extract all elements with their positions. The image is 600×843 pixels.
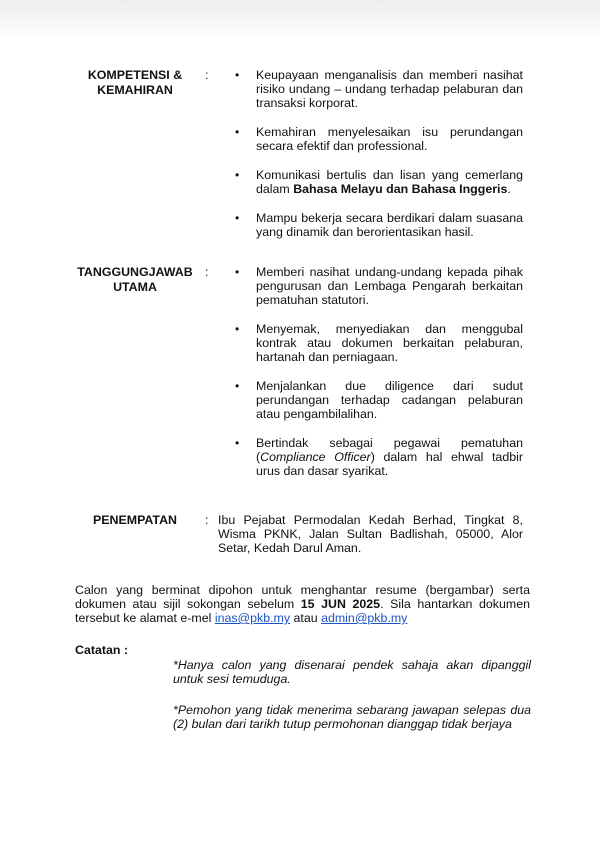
penempatan-address: Ibu Pejabat Permodalan Kedah Berhad, Tingkat 8, Wisma PKNK, Jalan Sultan Badlishah, 05000, Alor Setar, Kedah Darul Aman. [218, 513, 523, 555]
tanggungjawab-label-line2: UTAMA [113, 280, 157, 294]
bullet-icon: • [235, 68, 240, 82]
bullet-icon: • [235, 211, 240, 225]
kompetensi-label-line2: KEMAHIRAN [97, 83, 173, 97]
tanggungjawab-label [75, 265, 195, 295]
penempatan-label: PENEMPATAN [93, 513, 177, 527]
deadline-date: 15 JUN 2025 [300, 597, 381, 611]
tanggungjawab-item: • Bertindak sebagai pegawai pematuhan (Compliance Officer) dalam hal ehwal tadbir urus dan dasar syarikat. [235, 436, 523, 478]
bullet-icon: • [235, 265, 240, 279]
kompetensi-item: • Mampu bekerja secara berdikari dalam suasana yang dinamik dan berorientasikan hasil. [235, 211, 523, 239]
tanggungjawab-item: • Memberi nasihat undang-undang kepada pihak pengurusan dan Lembaga Pengarah berkaitan pematuhan statutori. [235, 265, 523, 307]
tanggungjawab-label-line1: TANGGUNGJAWAB [77, 265, 193, 279]
catatan-note-1: *Hanya calon yang disenarai pendek sahaja akan dipanggil untuk sesi temuduga. [173, 658, 531, 686]
kompetensi-label [75, 68, 195, 98]
penempatan-colon: : [205, 513, 209, 527]
email-link-admin[interactable]: admin@pkb.my [321, 611, 408, 625]
kompetensi-item: • Kemahiran menyelesaikan isu perundangan secara efektif dan professional. [235, 125, 523, 153]
email-link-inas[interactable]: inas@pkb.my [214, 611, 291, 625]
kompetensi-colon: : [205, 68, 209, 82]
compliance-officer-italic: Compliance Officer [260, 450, 371, 464]
bullet-icon: • [235, 436, 240, 450]
bullet-icon: • [235, 125, 240, 139]
catatan-note-2: *Pemohon yang tidak menerima sebarang jawapan selepas dua (2) bulan dari tarikh tutup permohonan dianggap tidak berjaya [173, 703, 531, 731]
kompetensi-label-line1: KOMPETENSI & [87, 68, 183, 82]
kompetensi-list [233, 68, 523, 254]
bullet-icon: • [235, 379, 240, 393]
bullet-icon: • [235, 322, 240, 336]
tanggungjawab-item: • Menjalankan due diligence dari sudut perundangan terhadap cadangan pelaburan atau pengambilalihan. [235, 379, 523, 421]
kompetensi-item: • Komunikasi bertulis dan lisan yang cemerlang dalam Bahasa Melayu dan Bahasa Inggeris. [235, 168, 523, 196]
tanggungjawab-list [233, 265, 523, 493]
bullet-icon: • [235, 168, 240, 182]
catatan-title: Catatan : [75, 643, 129, 657]
tanggungjawab-colon: : [205, 265, 209, 279]
language-bold: Bahasa Melayu dan Bahasa Inggeris [293, 182, 508, 196]
tanggungjawab-item: • Menyemak, menyediakan dan menggubal kontrak atau dokumen berkaitan pelaburan, hartanah dan perniagaan. [235, 322, 523, 364]
kompetensi-item: • Keupayaan menganalisis dan memberi nasihat risiko undang – undang terhadap pelaburan dan transaksi korporat. [235, 68, 523, 110]
application-paragraph: Calon yang berminat dipohon untuk menghantar resume (bergambar) serta dokumen atau sijil sokongan sebelum 15 JUN 2025. Sila hantarkan dokumen tersebut ke alamat e-mel inas@pkb.my atau admin@pkb.my [75, 583, 530, 625]
